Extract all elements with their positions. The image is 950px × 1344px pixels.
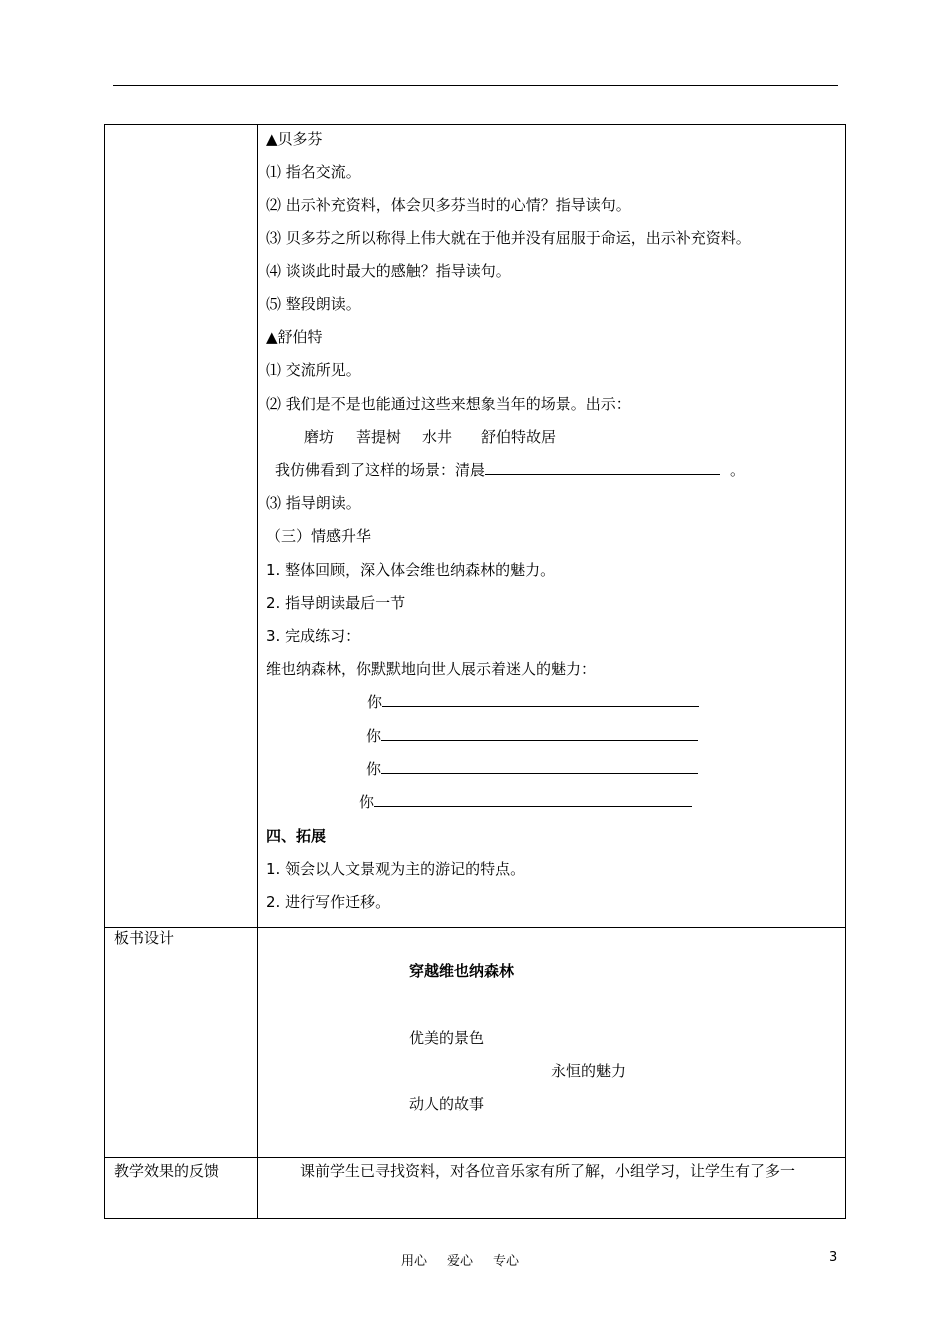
row-divider-board xyxy=(105,927,845,928)
schubert-item-3: ⑶ 指导朗读。 xyxy=(266,494,361,512)
beethoven-heading: ▲贝多芬 xyxy=(266,130,323,148)
place-schubert-house: 舒伯特故居 xyxy=(481,428,557,446)
fill-line-1 xyxy=(367,692,699,712)
emotion-item-3: 3. 完成练习： xyxy=(266,627,361,645)
imagine-line xyxy=(275,460,745,480)
feedback-text: 课前学生已寻找资料，对各位音乐家有所了解，小组学习，让学生有了多一 xyxy=(300,1162,796,1180)
fill-blank xyxy=(381,726,698,741)
beethoven-item-4: ⑷ 谈谈此时最大的感触？指导读句。 xyxy=(266,262,511,280)
fill-line-2 xyxy=(366,726,698,746)
footer-word-3: 专心 xyxy=(493,1254,520,1269)
extend-item-2: 2. 进行写作迁移。 xyxy=(266,893,391,911)
schubert-item-2: ⑵ 我们是不是也能通过这些来想象当年的场景。出示： xyxy=(266,395,631,413)
fill-line-3 xyxy=(366,759,698,779)
beethoven-item-2: ⑵ 出示补充资料，体会贝多芬当时的心情？指导读句。 xyxy=(266,196,631,214)
fill-prefix: 你 xyxy=(366,727,382,745)
emotion-item-1: 1. 整体回顾，深入体会维也纳森林的魅力。 xyxy=(266,561,556,579)
emotion-prompt: 维也纳森林，你默默地向世人展示着迷人的魅力： xyxy=(266,660,597,678)
footer-word-2: 爱心 xyxy=(447,1254,474,1269)
footer-word-1: 用心 xyxy=(401,1254,428,1269)
board-line-story: 动人的故事 xyxy=(409,1095,485,1113)
fill-line-4 xyxy=(359,792,692,812)
imagine-suffix: 。 xyxy=(730,461,746,479)
emotion-item-2: 2. 指导朗读最后一节 xyxy=(266,594,406,612)
extend-heading: 四、拓展 xyxy=(266,827,327,845)
beethoven-item-3: ⑶ 贝多芬之所以称得上伟大就在于他并没有屈服于命运，出示补充资料。 xyxy=(266,229,751,247)
column-divider xyxy=(257,125,258,1218)
board-design-label: 板书设计 xyxy=(114,929,175,947)
board-title: 穿越维也纳森林 xyxy=(409,962,515,980)
imagine-blank xyxy=(485,460,720,475)
place-mill: 磨坊 xyxy=(304,428,335,446)
feedback-label: 教学效果的反馈 xyxy=(114,1162,220,1180)
fill-blank xyxy=(374,792,692,807)
row-divider-feedback xyxy=(105,1157,845,1158)
page-number: 3 xyxy=(829,1250,838,1265)
header-rule xyxy=(113,85,838,86)
fill-prefix: 你 xyxy=(367,693,383,711)
place-linden-tree: 菩提树 xyxy=(356,428,402,446)
fill-prefix: 你 xyxy=(366,760,382,778)
emotion-heading: （三）情感升华 xyxy=(266,527,372,545)
beethoven-item-1: ⑴ 指名交流。 xyxy=(266,163,361,181)
place-well: 水井 xyxy=(422,428,453,446)
fill-prefix: 你 xyxy=(359,793,375,811)
fill-blank xyxy=(381,759,698,774)
schubert-item-1: ⑴ 交流所见。 xyxy=(266,361,361,379)
beethoven-item-5: ⑸ 整段朗读。 xyxy=(266,295,361,313)
imagine-prefix: 我仿佛看到了这样的场景：清晨 xyxy=(275,461,486,479)
schubert-heading: ▲舒伯特 xyxy=(266,328,323,346)
fill-blank xyxy=(382,692,699,707)
board-line-scenery: 优美的景色 xyxy=(409,1029,485,1047)
extend-item-1: 1. 领会以人文景观为主的游记的特点。 xyxy=(266,860,526,878)
board-line-charm: 永恒的魅力 xyxy=(551,1062,627,1080)
